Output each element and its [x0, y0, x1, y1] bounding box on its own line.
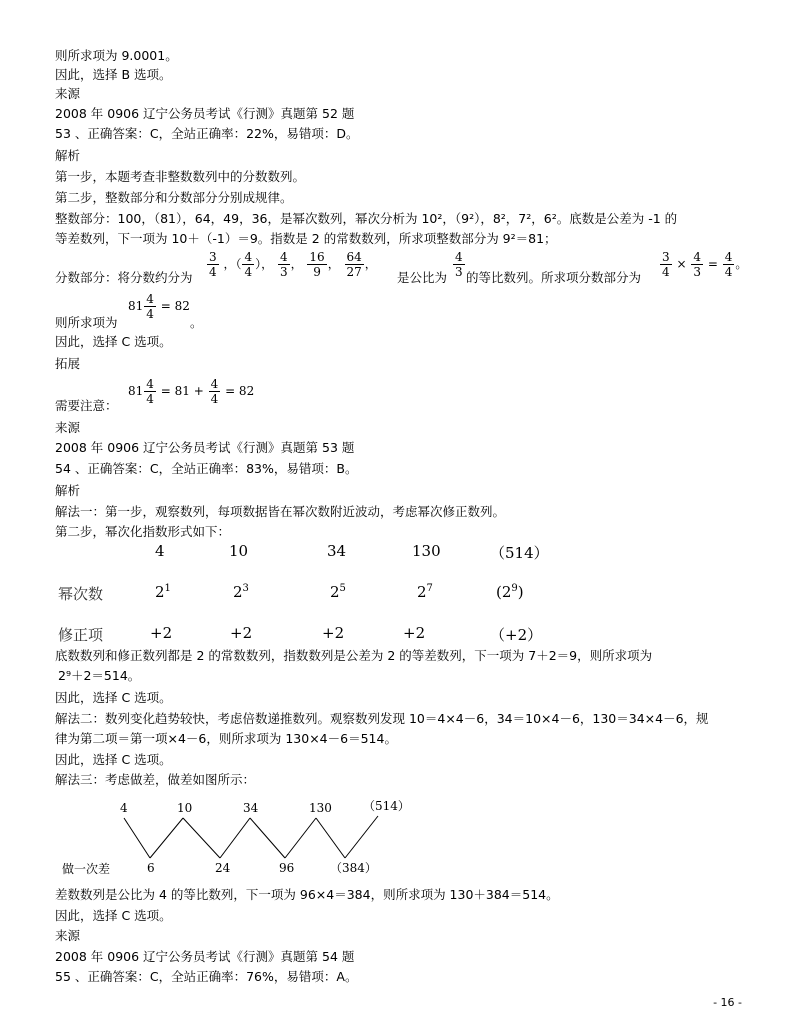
text-line: 因此，选择 C 选项。 [55, 690, 172, 705]
fraction: $\frac{16}{9}$ [309, 250, 325, 279]
result-equation: 81 $\frac{4}{4}$ = 82 [128, 292, 190, 321]
text-line: 底数数列和修正数列都是 2 的常数数列，指数数列是公差为 2 的等差数列，下一项为 7＋2＝9，则所求项为 [55, 648, 653, 663]
text-line: 律为第二项＝第一项×4－6，则所求项为 130×4－6＝514。 [55, 731, 397, 746]
product-equation: $\frac{3}{4}$ × $\frac{4}{3}$ = $\frac{4}{4}$ 。 [662, 250, 748, 279]
table-cell: （+2） [490, 626, 543, 644]
source-text: 2008 年 0906 辽宁公务员考试《行测》真题第 52 题 [55, 106, 355, 121]
question-answer: 55 、正确答案：C，全站正确率：76%，易错项：A。 [55, 969, 358, 984]
diagram-top-value: （514） [363, 799, 410, 813]
difference-diagram [0, 790, 800, 885]
text-line: 因此，选择 C 选项。 [55, 752, 172, 767]
analysis-heading: 解析 [55, 148, 81, 163]
text-line: 则所求项为 9.0001。 [55, 48, 178, 63]
table-cell: 4 [155, 542, 165, 560]
table-cell: $2^7$ [417, 583, 433, 601]
page-number: - 16 - [713, 996, 742, 1009]
diagram-bottom-value: （384） [330, 861, 377, 875]
text-line: 因此，选择 B 选项。 [55, 67, 172, 82]
ratio-fraction: $\frac{4}{3}$ [455, 250, 463, 279]
text-line: 整数部分：100，（81），64，49，36，是幂次数列，幂次分析为 10²，（9²），8²，7²，6²。底数是公差为 -1 的 [55, 211, 678, 226]
table-cell: $2^1$ [155, 583, 171, 601]
diagram-top-value: 130 [309, 801, 332, 815]
table-cell: 10 [229, 542, 249, 560]
table-cell: $(2^9)$ [496, 583, 524, 601]
diagram-bottom-value: 24 [215, 861, 231, 875]
fraction-line-label: 分数部分：将分数约分为 [55, 270, 193, 285]
fraction: $\frac{3}{4}$ [209, 250, 217, 279]
text-line: 则所求项为 [55, 315, 118, 330]
table-cell: （514） [490, 544, 549, 562]
table-cell: $2^3$ [233, 583, 249, 601]
diagram-bottom-value: 6 [147, 861, 155, 875]
diagram-top-value: 34 [243, 801, 259, 815]
table-cell: +2 [403, 624, 426, 642]
diagram-top-value: 10 [177, 801, 193, 815]
fraction: $\frac{4}{3}$ [279, 250, 288, 279]
diagram-lines [124, 816, 378, 858]
text-line: 等差数列，下一项为 10＋（-1）＝9。指数是 2 的常数数列，所求项整数部分为 9²＝81； [55, 231, 557, 246]
source-text: 2008 年 0906 辽宁公务员考试《行测》真题第 53 题 [55, 440, 355, 455]
table-cell: $2^5$ [330, 583, 346, 601]
table-cell: +2 [150, 624, 173, 642]
text-line: 因此，选择 C 选项。 [55, 908, 172, 923]
table-cell: +2 [322, 624, 345, 642]
text-line: 因此，选择 C 选项。 [55, 334, 172, 349]
note-equation: 81 $\frac{4}{4}$ = 81 + $\frac{4}{4}$ = 82 [128, 377, 255, 406]
analysis-heading: 解析 [55, 483, 81, 498]
extension-heading: 拓展 [55, 356, 81, 371]
fraction: $\frac{4}{4}$ [244, 250, 253, 279]
table-cell: 34 [327, 542, 347, 560]
text-line: 第二步，幂次化指数形式如下： [55, 524, 231, 539]
table-row-label: 修正项 [58, 626, 104, 644]
diagram-bottom-value: 96 [279, 861, 295, 875]
text-line: 解法二：数列变化趋势较快，考虑倍数递推数列。观察数列发现 10＝4×4－6，34＝10×4－6，130＝34×4－6，规 [55, 711, 709, 726]
source-heading: 来源 [55, 420, 81, 435]
text-line: 差数数列是公比为 4 的等比数列，下一项为 96×4＝384，则所求项为 130＋384＝514。 [55, 887, 559, 902]
table-row-label: 幂次数 [58, 585, 104, 603]
source-text: 2008 年 0906 辽宁公务员考试《行测》真题第 54 题 [55, 949, 355, 964]
source-heading: 来源 [55, 86, 81, 101]
fraction-series: $\frac{3}{4}$ ，（ $\frac{4}{4}$ ）， $\frac{4}{3}$ ， $\frac{16}{9}$ ， $\frac{64}{27}$ ， [209, 250, 377, 279]
diagram-top-value: 4 [120, 801, 128, 815]
fraction: $\frac{64}{27}$ [346, 250, 362, 279]
text-line: 是公比为 [397, 270, 448, 285]
text-line: 第二步，整数部分和分数部分分别成规律。 [55, 190, 293, 205]
table-cell: +2 [230, 624, 253, 642]
question-answer: 54 、正确答案：C，全站正确率：83%，易错项：B。 [55, 461, 358, 476]
text-line: 需要注意： [55, 398, 118, 413]
text-line: 的等比数列。所求项分数部分为 [466, 270, 642, 285]
diagram-label: 做一次差 [62, 862, 111, 876]
text-line: 2⁹＋2＝514。 [58, 668, 141, 683]
question-answer: 53 、正确答案：C，全站正确率：22%，易错项：D。 [55, 126, 359, 141]
text-line: 第一步，本题考查非整数数列中的分数数列。 [55, 169, 306, 184]
text-line: 解法一：第一步，观察数列，每项数据皆在幂次数附近波动，考虑幂次修正数列。 [55, 504, 506, 519]
text-line: 解法三：考虑做差，做差如图所示： [55, 772, 256, 787]
text-line: 。 [190, 315, 203, 330]
source-heading: 来源 [55, 928, 81, 943]
table-cell: 130 [412, 542, 441, 560]
